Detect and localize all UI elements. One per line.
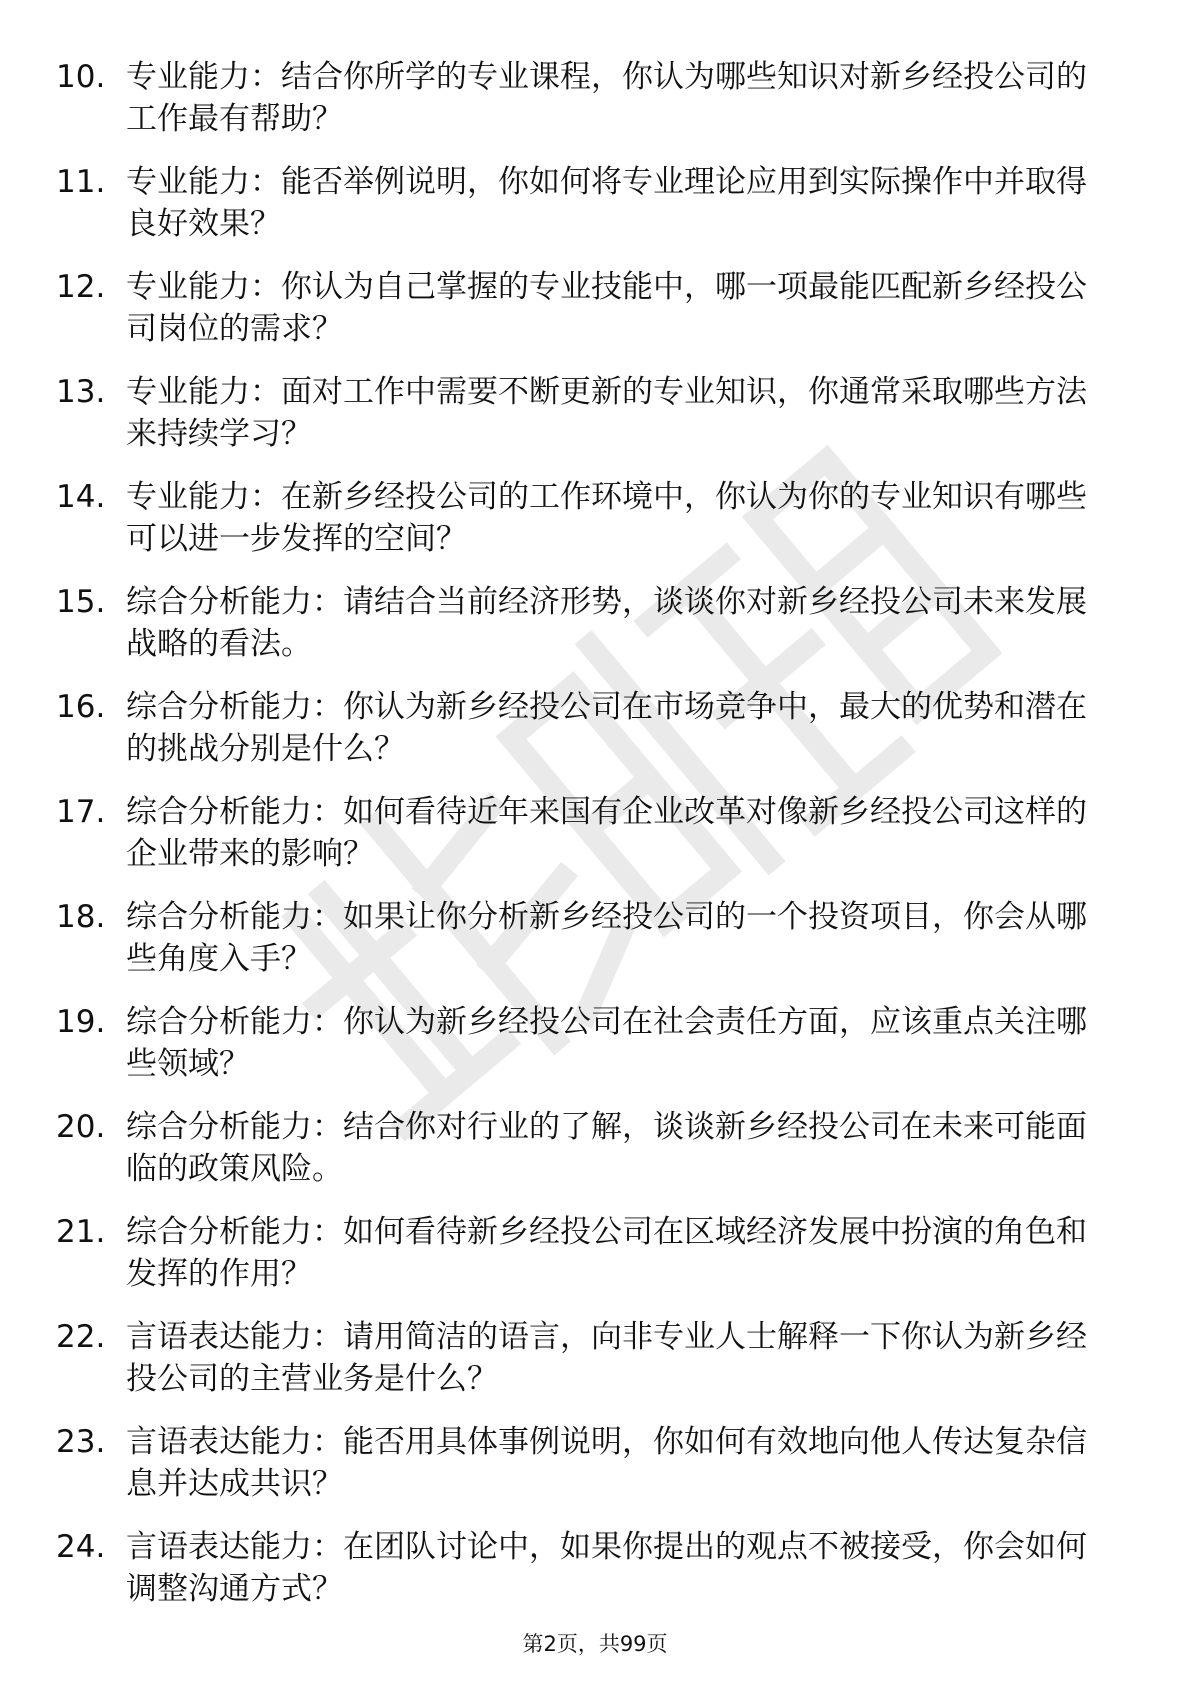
list-item xyxy=(0,476,1190,581)
list-item xyxy=(0,686,1190,791)
question-number: 16. xyxy=(56,689,106,725)
list-item xyxy=(0,1001,1190,1106)
question-number: 24. xyxy=(56,1529,106,1565)
question-text: 言语表达能力：在团队讨论中，如果你提出的观点不被接受，你会如何调整沟通方式？ xyxy=(126,1529,1087,1607)
question-number: 23. xyxy=(56,1424,106,1460)
list-item xyxy=(0,581,1190,686)
question-text: 综合分析能力：如何看待新乡经投公司在区域经济发展中扮演的角色和发挥的作用？ xyxy=(126,1214,1087,1292)
question-text: 专业能力：你认为自己掌握的专业技能中，哪一项最能匹配新乡经投公司岗位的需求？ xyxy=(126,269,1087,347)
list-item xyxy=(0,896,1190,1001)
list-item xyxy=(0,1211,1190,1316)
question-text: 综合分析能力：结合你对行业的了解，谈谈新乡经投公司在未来可能面临的政策风险。 xyxy=(126,1109,1087,1187)
question-text: 言语表达能力：请用简洁的语言，向非专业人士解释一下你认为新乡经投公司的主营业务是什么？ xyxy=(126,1319,1087,1397)
question-number: 15. xyxy=(56,584,106,620)
list-item xyxy=(0,371,1190,476)
list-item xyxy=(0,1421,1190,1526)
question-number: 14. xyxy=(56,479,106,515)
question-number: 21. xyxy=(56,1214,106,1250)
list-item xyxy=(0,266,1190,371)
list-item xyxy=(0,791,1190,896)
question-number: 22. xyxy=(56,1319,106,1355)
question-text: 综合分析能力：你认为新乡经投公司在社会责任方面，应该重点关注哪些领域？ xyxy=(126,1004,1087,1082)
question-text: 专业能力：能否举例说明，你如何将专业理论应用到实际操作中并取得良好效果？ xyxy=(126,164,1087,242)
question-text: 综合分析能力：请结合当前经济形势，谈谈你对新乡经投公司未来发展战略的看法。 xyxy=(126,584,1087,662)
question-number: 19. xyxy=(56,1004,106,1040)
question-number: 17. xyxy=(56,794,106,830)
list-item xyxy=(0,1316,1190,1421)
list-item xyxy=(0,1106,1190,1211)
page-footer xyxy=(0,1630,1190,1658)
question-text: 言语表达能力：能否用具体事例说明，你如何有效地向他人传达复杂信息并达成共识？ xyxy=(126,1424,1087,1502)
question-text: 综合分析能力：如何看待近年来国有企业改革对像新乡经投公司这样的企业带来的影响？ xyxy=(126,794,1087,872)
list-item xyxy=(0,1526,1190,1631)
list-item xyxy=(0,161,1190,266)
question-number: 10. xyxy=(56,59,106,95)
question-number: 20. xyxy=(56,1109,106,1145)
question-text: 专业能力：结合你所学的专业课程，你认为哪些知识对新乡经投公司的工作最有帮助？ xyxy=(126,59,1087,137)
question-text: 综合分析能力：如果让你分析新乡经投公司的一个投资项目，你会从哪些角度入手？ xyxy=(126,899,1087,977)
page-indicator: 第2页，共99页 xyxy=(522,1632,668,1656)
question-number: 13. xyxy=(56,374,106,410)
question-list xyxy=(0,56,1190,1631)
list-item xyxy=(0,56,1190,161)
question-number: 11. xyxy=(56,164,106,200)
question-text: 专业能力：面对工作中需要不断更新的专业知识，你通常采取哪些方法来持续学习？ xyxy=(126,374,1087,452)
question-number: 12. xyxy=(56,269,106,305)
question-number: 18. xyxy=(56,899,106,935)
question-text: 专业能力：在新乡经投公司的工作环境中，你认为你的专业知识有哪些可以进一步发挥的空间？ xyxy=(126,479,1087,557)
question-text: 综合分析能力：你认为新乡经投公司在市场竞争中，最大的优势和潜在的挑战分别是什么？ xyxy=(126,689,1087,767)
